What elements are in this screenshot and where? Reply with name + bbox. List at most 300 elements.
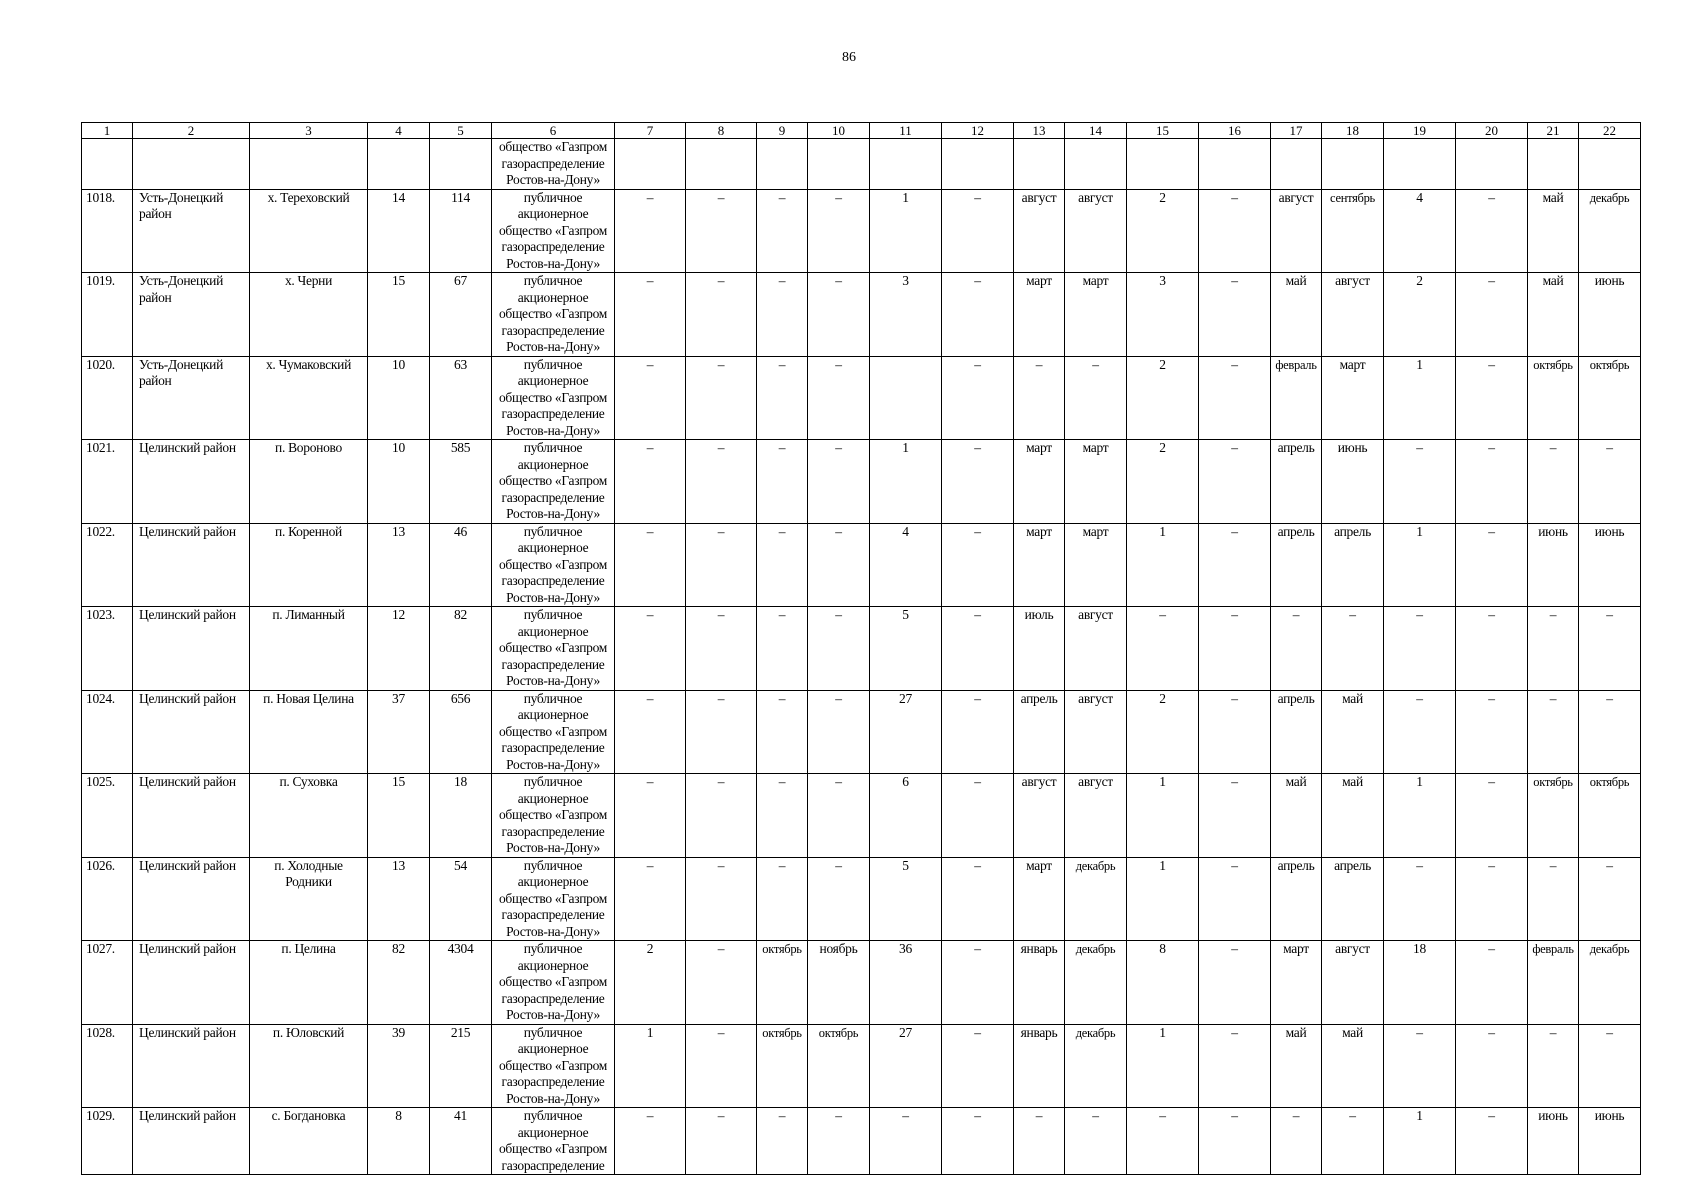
table-cell: – [1579,857,1641,941]
table-cell: 2 [1127,690,1199,774]
table-cell: – [808,523,870,607]
org-line: акционерное [517,206,589,221]
table-cell: – [1456,440,1528,524]
table-cell: декабрь [1579,189,1641,273]
column-header: 4 [368,123,430,139]
table-cell: п. Холодные Родники [250,857,368,941]
table-cell: Усть-Донецкий район [133,189,250,273]
table-cell: октябрь [1579,356,1641,440]
column-header: 1 [82,123,133,139]
column-header: 13 [1014,123,1065,139]
org-line: акционерное [517,790,589,806]
table-row [82,440,1641,524]
table-cell: – [808,1108,870,1175]
table-cell: – [1456,273,1528,357]
organization-cell [492,356,615,440]
table-cell: 15 [368,774,430,858]
org-line: общество «Газпром [498,306,608,321]
org-line: публичное [523,774,583,789]
column-header: 2 [133,123,250,139]
table-cell: март [1065,440,1127,524]
table-cell: октябрь [757,1024,808,1108]
table-cell: х. Черни [250,273,368,357]
table-cell: – [1014,1108,1065,1175]
table-cell: 1 [1127,523,1199,607]
column-header: 16 [1199,123,1271,139]
org-line: Ростов-на-Дону» [506,422,600,438]
table-cell: – [757,356,808,440]
table-cell: 41 [430,1108,492,1175]
org-line: акционерное [517,540,589,555]
table-cell: март [1014,440,1065,524]
column-header: 12 [942,123,1014,139]
org-line: публичное [523,690,583,706]
table-cell: декабрь [1065,857,1127,941]
org-line: Ростов-на-Дону» [506,1007,600,1022]
org-line: газораспределение [501,1157,605,1173]
table-cell: 2 [615,941,686,1025]
org-line: общество «Газпром [498,1141,608,1156]
column-header: 21 [1528,123,1579,139]
table-cell: май [1271,273,1322,357]
org-line: Ростов-на-Дону» [506,506,600,521]
table-cell: х. Чумаковский [250,356,368,440]
table-cell: – [942,523,1014,607]
table-cell [686,139,757,190]
table-cell: Целинский район [133,1108,250,1175]
org-line: акционерное [517,623,589,639]
organization-cell [492,857,615,941]
table-cell: июнь [1579,273,1641,357]
table-cell: – [1456,774,1528,858]
table-cell: – [1199,774,1271,858]
table-cell: – [757,523,808,607]
table-cell: – [1384,607,1456,691]
table-cell: 4304 [430,941,492,1025]
table-cell [1014,139,1065,190]
table-cell: 1 [1127,774,1199,858]
table-cell: – [870,1108,942,1175]
table-cell: – [942,273,1014,357]
table-cell [1065,139,1127,190]
table-cell: 4 [870,523,942,607]
table-cell: 82 [430,607,492,691]
table-cell: 12 [368,607,430,691]
table-cell: 1023. [82,607,133,691]
column-header: 3 [250,123,368,139]
column-header: 10 [808,123,870,139]
table-cell: – [942,1108,1014,1175]
table-cell: 1 [1384,356,1456,440]
organization-cell [492,1024,615,1108]
table-cell: май [1322,690,1384,774]
table-cell: июнь [1579,1108,1641,1175]
organization-cell [492,607,615,691]
table-cell: май [1322,774,1384,858]
org-line: Ростов-на-Дону» [506,255,600,271]
table-cell: август [1014,189,1065,273]
table-cell: – [808,774,870,858]
table-cell: – [808,273,870,357]
table-cell: 13 [368,857,430,941]
table-cell: – [615,273,686,357]
table-cell: – [686,356,757,440]
table-cell: – [1199,356,1271,440]
org-line: газораспределение [501,1074,605,1089]
table-cell: – [1456,690,1528,774]
org-line: газораспределение [501,322,605,338]
org-line: общество «Газпром [498,222,608,238]
table-cell: – [757,774,808,858]
organization-cell [492,774,615,858]
table-cell: – [615,857,686,941]
table-cell: 63 [430,356,492,440]
table-cell: 18 [1384,941,1456,1025]
table-cell: – [1579,440,1641,524]
table-cell: – [1322,607,1384,691]
table-cell [492,139,615,190]
table-cell: 4 [1384,189,1456,273]
table-cell: 1 [1384,523,1456,607]
table-cell: – [686,1024,757,1108]
table-cell: май [1528,273,1579,357]
org-line: Ростов-на-Дону» [506,1090,600,1106]
table-cell: п. Суховка [250,774,368,858]
table-cell: – [1199,440,1271,524]
column-header: 22 [1579,123,1641,139]
table-cell: февраль [1528,941,1579,1025]
table-cell: март [1322,356,1384,440]
table-cell: апрель [1271,440,1322,524]
org-line: газораспределение [501,740,605,755]
table-cell: 13 [368,523,430,607]
org-line: общество «Газпром [498,556,608,572]
table-cell: Целинский район [133,523,250,607]
table-cell: – [757,189,808,273]
org-line: Ростов-на-Дону» [506,840,600,855]
table-cell: апрель [1271,857,1322,941]
org-line: публичное [523,356,583,372]
org-line: акционерное [517,957,589,973]
table-cell: – [1065,356,1127,440]
table-cell: – [686,857,757,941]
table-cell: 8 [368,1108,430,1175]
table-cell: – [1456,1108,1528,1175]
table-cell: 82 [368,941,430,1025]
table-cell: март [1065,273,1127,357]
table-cell: 585 [430,440,492,524]
table-cell: март [1014,857,1065,941]
table-cell: – [1528,440,1579,524]
table-cell: – [1528,607,1579,691]
org-line: Ростов-на-Дону» [506,756,600,772]
table-cell [808,139,870,190]
organization-cell [492,941,615,1025]
table-cell: июнь [1579,523,1641,607]
table-row [82,356,1641,440]
table-cell: апрель [1271,690,1322,774]
table-row [82,941,1641,1025]
table-cell: 27 [870,690,942,774]
table-row [82,774,1641,858]
table-cell: август [1014,774,1065,858]
table-cell: 215 [430,1024,492,1108]
table-cell: – [1271,607,1322,691]
header-row [82,123,1641,139]
table-cell: – [1456,941,1528,1025]
page-number: 86 [842,50,856,65]
table-cell: – [686,690,757,774]
org-line: общество «Газпром [498,473,608,488]
table-cell: – [1199,273,1271,357]
table-cell: – [686,774,757,858]
table-cell [1384,139,1456,190]
org-line: общество «Газпром [498,890,608,906]
table-cell [1579,139,1641,190]
table-row [82,607,1641,691]
table-cell: – [1384,690,1456,774]
table-cell: – [1014,356,1065,440]
table-cell: с. Богдановка [250,1108,368,1175]
table-cell: август [1065,189,1127,273]
table-cell: – [942,356,1014,440]
table-cell: – [615,523,686,607]
table-cell: – [942,690,1014,774]
table-cell [870,139,942,190]
table-cell: 1 [1127,857,1199,941]
table-row [82,857,1641,941]
table-cell: Усть-Донецкий район [133,356,250,440]
table-cell: – [1127,1108,1199,1175]
table-cell: – [1579,607,1641,691]
org-line: акционерное [517,707,589,722]
table-cell: апрель [1014,690,1065,774]
table-cell [1322,139,1384,190]
org-line: акционерное [517,456,589,472]
table-cell: – [1456,189,1528,273]
table-cell: 5 [870,607,942,691]
organization-cell [492,189,615,273]
table-cell: – [1456,356,1528,440]
table-cell: 1026. [82,857,133,941]
org-line: газораспределение [501,239,605,254]
column-header: 17 [1271,123,1322,139]
org-line: публичное [523,857,583,873]
org-line: общество «Газпром [498,723,608,739]
table-cell: – [686,440,757,524]
table-cell: – [1456,1024,1528,1108]
table-cell: октябрь [1528,774,1579,858]
table-cell: – [1528,857,1579,941]
table-cell: 656 [430,690,492,774]
table-cell: – [942,774,1014,858]
table-cell: – [757,1108,808,1175]
column-header: 14 [1065,123,1127,139]
table-cell: х. Тереховский [250,189,368,273]
table-cell [430,139,492,190]
table-cell: 6 [870,774,942,858]
table-cell: август [1322,273,1384,357]
table-cell: 5 [870,857,942,941]
table-cell: Целинский район [133,607,250,691]
table-cell: Целинский район [133,857,250,941]
table-cell: – [686,523,757,607]
table-cell: – [615,189,686,273]
table-cell: 1022. [82,523,133,607]
table-cell: – [1199,690,1271,774]
table-cell: 1 [870,440,942,524]
table-cell: – [1384,1024,1456,1108]
table-cell [757,139,808,190]
table-cell: – [1199,1024,1271,1108]
org-line: акционерное [517,874,589,889]
table-cell: 2 [1127,440,1199,524]
table-cell: май [1528,189,1579,273]
table-cell: 14 [368,189,430,273]
table-cell: 1021. [82,440,133,524]
table-cell: февраль [1271,356,1322,440]
table-cell: Целинский район [133,690,250,774]
table-cell: 67 [430,273,492,357]
table-cell: август [1065,774,1127,858]
table-cell: 1024. [82,690,133,774]
table-cell: апрель [1322,523,1384,607]
table-cell: 10 [368,440,430,524]
table-cell: – [942,607,1014,691]
table-cell: п. Новая Целина [250,690,368,774]
table-cell: 1 [615,1024,686,1108]
table-cell: Целинский район [133,1024,250,1108]
table-cell: июль [1014,607,1065,691]
table-cell: – [757,273,808,357]
table-cell: октябрь [1579,774,1641,858]
table-cell: – [1528,690,1579,774]
table-cell: август [1271,189,1322,273]
table-cell: п. Коренной [250,523,368,607]
org-line: акционерное [517,289,589,305]
table-cell: ноябрь [808,941,870,1025]
table-cell [615,139,686,190]
table-cell: 15 [368,273,430,357]
table-cell: декабрь [1065,1024,1127,1108]
table-cell: – [686,941,757,1025]
org-line: публичное [523,440,583,455]
table-cell: 1029. [82,1108,133,1175]
column-header: 9 [757,123,808,139]
org-line: общество «Газпром [498,139,608,154]
table-cell: – [1528,1024,1579,1108]
table-cell: – [1322,1108,1384,1175]
table-cell: январь [1014,1024,1065,1108]
org-line: Ростов-на-Дону» [506,923,600,939]
table-cell [133,139,250,190]
org-line: общество «Газпром [498,974,608,989]
org-line: акционерное [517,1124,589,1140]
table-cell: – [808,690,870,774]
table-cell: 1 [1384,1108,1456,1175]
org-line: газораспределение [501,907,605,922]
table-cell: октябрь [757,941,808,1025]
org-line: публичное [523,1108,583,1123]
table-cell: – [615,440,686,524]
table-cell: 1025. [82,774,133,858]
table-cell: апрель [1322,857,1384,941]
table-cell: – [1456,857,1528,941]
organization-cell [492,1108,615,1175]
table-cell: сентябрь [1322,189,1384,273]
table-cell: 37 [368,690,430,774]
table-cell: октябрь [808,1024,870,1108]
table-cell: – [686,607,757,691]
table-cell: – [942,941,1014,1025]
column-header: 19 [1384,123,1456,139]
org-line: Ростов-на-Дону» [506,673,600,688]
org-line: акционерное [517,1041,589,1056]
table-cell: 2 [1384,273,1456,357]
table-cell: январь [1014,941,1065,1025]
table-cell: – [1199,189,1271,273]
table-cell: 3 [1127,273,1199,357]
table-cell: август [1322,941,1384,1025]
table-cell: – [757,607,808,691]
table-cell: – [1456,607,1528,691]
table-cell: – [615,774,686,858]
table-cell: – [615,356,686,440]
table-cell: – [942,1024,1014,1108]
column-header: 6 [492,123,615,139]
org-line: общество «Газпром [498,807,608,822]
table-cell: 8 [1127,941,1199,1025]
table-cell: 1020. [82,356,133,440]
table-cell: – [942,857,1014,941]
table-cell: 46 [430,523,492,607]
org-line: Ростов-на-Дону» [506,172,600,187]
table-cell: – [1199,607,1271,691]
table-cell: 54 [430,857,492,941]
table-row [82,189,1641,273]
table-cell: 3 [870,273,942,357]
table-cell: – [1199,523,1271,607]
table-cell [870,356,942,440]
table-row [82,273,1641,357]
column-header: 5 [430,123,492,139]
table-cell: – [808,607,870,691]
table-cell: 2 [1127,356,1199,440]
table-row [82,523,1641,607]
table-cell: март [1065,523,1127,607]
table-row [82,1108,1641,1175]
table-row [82,139,1641,190]
table-cell: – [757,857,808,941]
table-cell: – [757,690,808,774]
org-line: акционерное [517,373,589,388]
table-cell: 36 [870,941,942,1025]
column-header: 18 [1322,123,1384,139]
table-cell: 1028. [82,1024,133,1108]
table-cell: – [1065,1108,1127,1175]
table-cell: декабрь [1065,941,1127,1025]
org-line: публичное [523,523,583,539]
table-cell: 27 [870,1024,942,1108]
table-cell: – [615,690,686,774]
table-cell: – [686,1108,757,1175]
table-cell: октябрь [1528,356,1579,440]
table-cell: Целинский район [133,440,250,524]
table-cell: п. Целина [250,941,368,1025]
org-line: газораспределение [501,823,605,839]
table-row [82,1024,1641,1108]
table-cell [250,139,368,190]
